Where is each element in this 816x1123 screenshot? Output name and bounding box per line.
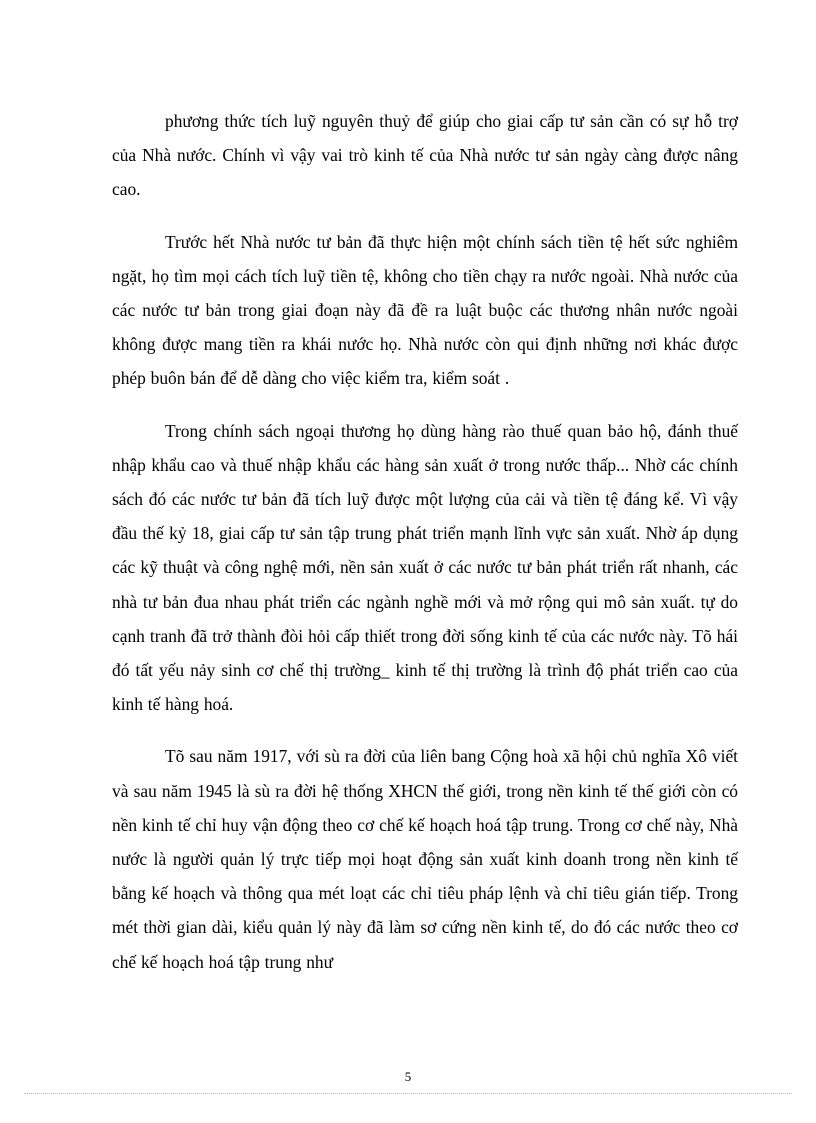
paragraph-1: phương thức tích luỹ nguyên thuỷ để giúp cho giai cấp tư sản cần có sự hỗ trợ của Nhà nước. Chính vì vậy vai trò kinh tế của Nhà nước tư sản ngày càng được nâng cao. <box>112 111 738 200</box>
paragraph-2: Trước hết Nhà nước tư bản đã thực hiện một chính sách tiền tệ hết sức nghiêm ngặt, họ tìm mọi cách tích luỹ tiền tệ, không cho tiền chạy ra nước ngoài. Nhà nước của các nước tư bản trong giai đoạn này đã đề ra luật buộc các thương nhân nước ngoài không được mang tiền ra khái nước họ. Nhà nước còn qui định những nơi khác được phép buôn bán để dễ dàng cho việc kiểm tra, kiểm soát . <box>112 231 738 389</box>
paragraph-4: Tõ sau năm 1917, với sù ra đời của liên bang Cộng hoà xã hội chủ nghĩa Xô viết và sau năm 1945 là sù ra đời hệ thống XHCN thế giới, trong nền kinh tế thế giới còn có nền kinh tế chỉ huy vận động theo cơ chế kế hoạch hoá tập trung. Trong cơ chế này, Nhà nước là người quản lý trực tiếp mọi hoạt động sản xuất kinh doanh trong nền kinh tế bằng kế hoạch và thông qua mét loạt các chỉ tiêu pháp lệnh và chỉ tiêu gián tiếp. Trong mét thời gian dài, kiểu quản lý này đã làm sơ cứng nền kinh tế, do đó các nước theo cơ chế kế hoạch hoá tập trung như <box>112 746 738 972</box>
paragraph-3: Trong chính sách ngoại thương họ dùng hàng rào thuế quan bảo hộ, đánh thuế nhập khẩu cao và thuế nhập khẩu các hàng sản xuất ở trong nước thấp... Nhờ các chính sách đó các nước tư bản đã tích luỹ được một lượng của cải và tiền tệ đáng kể. Vì vậy đầu thế kỷ 18, giai cấp tư sản tập trung phát triển mạnh lĩnh vực sản xuất. Nhờ áp dụng các kỹ thuật và công nghệ mới, nền sản xuất ở các nước tư bản phát triển rất nhanh, các nhà tư bản đua nhau phát triển các ngành nghề mới và mở rộng qui mô sản xuất. tự do cạnh tranh đã trở thành đòi hỏi cấp thiết trong đời sống kinh tế của các nước này. Tõ hái đó tất yếu nảy sinh cơ chế thị trường_ kinh tế thị trường là trình độ phát triển cao của kinh tế hàng hoá. <box>112 420 738 715</box>
page-number: 5 <box>404 1069 412 1084</box>
footer-divider <box>24 1093 792 1094</box>
body-text <box>112 104 738 979</box>
